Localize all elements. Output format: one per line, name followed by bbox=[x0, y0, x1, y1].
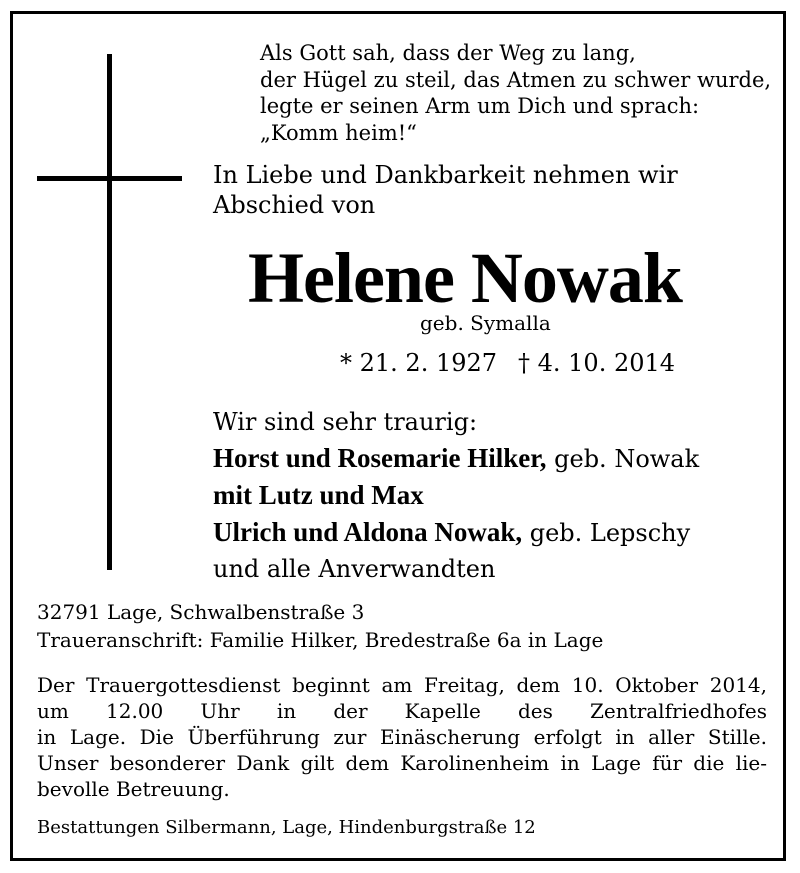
service-line: Unser besonderer Dank gilt dem Karolinenheim in Lage für die lie- bbox=[37, 751, 767, 775]
service-info bbox=[37, 672, 767, 802]
service-line: in Lage. Die Überführung zur Einäscherung erfolgt in aller Stille. bbox=[37, 725, 767, 749]
service-line: um 12.00 Uhr in der Kapelle des Zentralfriedhofes bbox=[37, 699, 767, 723]
mourner-names: mit Lutz und Max bbox=[213, 480, 424, 510]
addresses bbox=[37, 598, 603, 654]
death-date: † 4. 10. 2014 bbox=[518, 349, 676, 377]
home-address: 32791 Lage, Schwalbenstraße 3 bbox=[37, 600, 365, 624]
poem-line: legte er seinen Arm um Dich und sprach: bbox=[260, 94, 700, 118]
mourner-maiden: geb. Nowak bbox=[546, 445, 700, 473]
mourner-names: Horst und Rosemarie Hilker, bbox=[213, 443, 547, 473]
poem-line: „Komm heim!“ bbox=[260, 120, 417, 145]
intro-line: In Liebe und Dankbarkeit nehmen wir bbox=[213, 161, 678, 189]
mourner-line bbox=[213, 440, 699, 477]
service-line: bevolle Betreuung. bbox=[37, 777, 230, 801]
maiden-name: geb. Symalla bbox=[420, 311, 551, 335]
deceased-name: Helene Nowak bbox=[248, 238, 682, 318]
poem bbox=[260, 40, 771, 146]
cross-icon-bar bbox=[37, 176, 182, 181]
mourners-list bbox=[213, 404, 699, 587]
intro-text bbox=[213, 160, 678, 220]
undertaker-info: Bestattungen Silbermann, Lage, Hindenburgstraße 12 bbox=[37, 817, 536, 838]
poem-line: Als Gott sah, dass der Weg zu lang, bbox=[260, 41, 636, 65]
cross-icon bbox=[107, 54, 112, 570]
poem-line: der Hügel zu steil, das Atmen zu schwer wurde, bbox=[260, 67, 772, 92]
birth-date: * 21. 2. 1927 bbox=[340, 349, 498, 377]
intro-line: Abschied von bbox=[213, 191, 376, 219]
mourner-line bbox=[213, 477, 699, 514]
mourning-address: Traueranschrift: Familie Hilker, Bredestraße 6a in Lage bbox=[37, 628, 604, 652]
mourner-line: und alle Anverwandten bbox=[213, 555, 496, 583]
mourner-line bbox=[213, 514, 699, 551]
service-line: Der Trauergottesdienst beginnt am Freitag, dem 10. Oktober 2014, bbox=[37, 673, 767, 697]
mourner-names: Ulrich und Aldona Nowak, bbox=[213, 517, 523, 547]
mourners-heading: Wir sind sehr traurig: bbox=[213, 408, 478, 436]
mourner-maiden: geb. Lepschy bbox=[522, 519, 691, 547]
